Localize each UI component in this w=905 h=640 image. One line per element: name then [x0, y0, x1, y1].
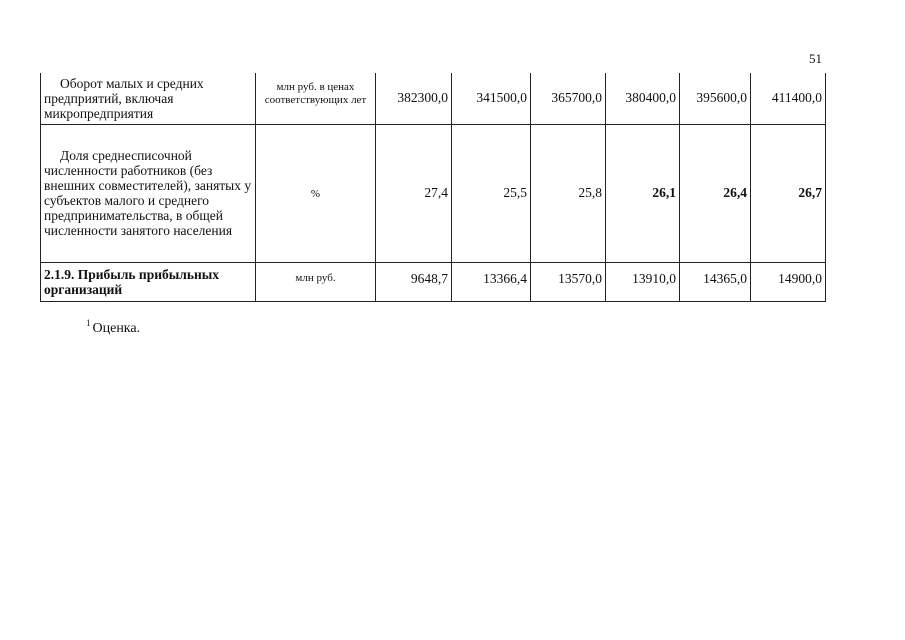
value-cell: 25,8: [531, 124, 606, 262]
value-cell: 14900,0: [751, 262, 826, 301]
value-cell: 382300,0: [376, 73, 452, 124]
section-heading: 2.1.9. Прибыль прибыльных организаций: [44, 266, 220, 297]
value-cell: 341500,0: [452, 73, 531, 124]
value-cell: 26,1: [606, 124, 680, 262]
value-cell: 395600,0: [680, 73, 751, 124]
table-row: [41, 262, 826, 301]
value-cell: 13570,0: [531, 262, 606, 301]
value-cell: 365700,0: [531, 73, 606, 124]
value-cell: 26,7: [751, 124, 826, 262]
indicator-name: Оборот малых и средних предприятий, включая микропредприятия: [44, 75, 204, 121]
value-cell: 411400,0: [751, 73, 826, 124]
value-cell: 14365,0: [680, 262, 751, 301]
unit-cell: млн руб. в ценах соответствующих лет: [256, 73, 376, 124]
table-row: [41, 73, 826, 124]
footnote-marker: 1: [86, 318, 91, 328]
section-heading-cell: [41, 262, 256, 301]
indicator-name: Доля среднесписочной численности работников (без внешних совместителей), занятых у субъектов малого и среднего предпринимательства, в общей численности занятого населения: [44, 148, 252, 238]
footnote: [86, 318, 140, 337]
value-cell: 380400,0: [606, 73, 680, 124]
value-cell: 25,5: [452, 124, 531, 262]
footnote-text: Оценка.: [92, 321, 141, 336]
indicator-name-cell: [41, 73, 256, 124]
value-cell: 13910,0: [606, 262, 680, 301]
page-number: 51: [809, 51, 822, 66]
unit-cell: млн руб.: [256, 262, 376, 301]
unit-cell: %: [256, 124, 376, 262]
indicators-table: [40, 73, 826, 302]
indicator-name-cell: [41, 124, 256, 262]
value-cell: 13366,4: [452, 262, 531, 301]
table-row: [41, 124, 826, 262]
value-cell: 9648,7: [376, 262, 452, 301]
value-cell: 26,4: [680, 124, 751, 262]
value-cell: 27,4: [376, 124, 452, 262]
